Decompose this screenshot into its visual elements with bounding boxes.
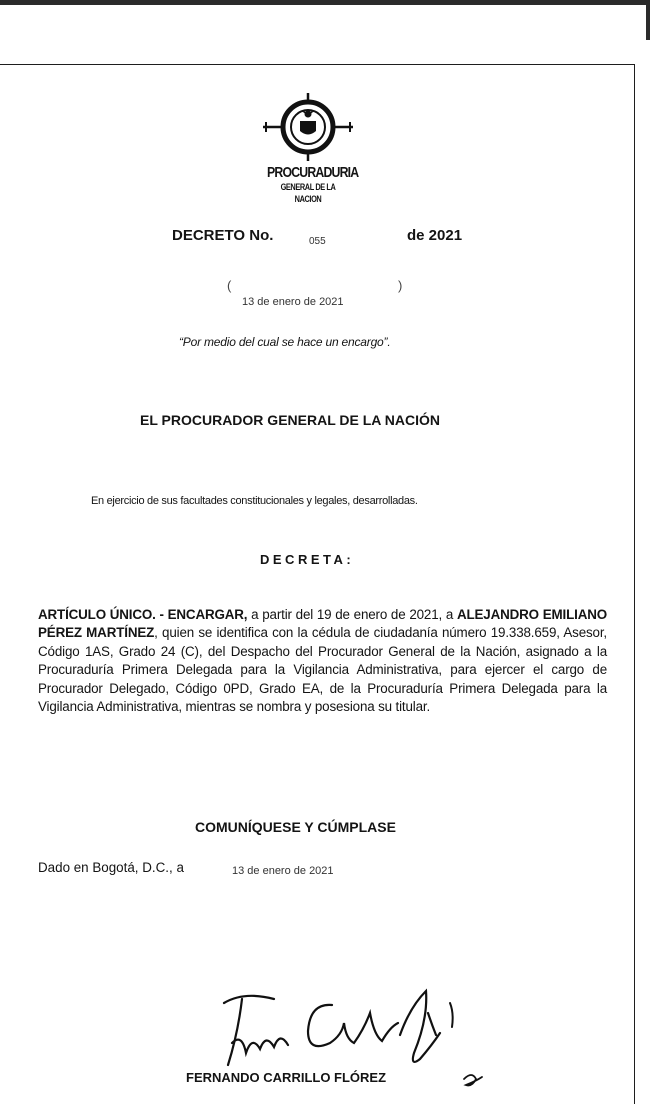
appointee-name: ALEJANDRO EMILIANO PÉREZ MARTÍNEZ (38, 607, 607, 641)
article-text-2: , quien se identifica con la cédula de ciudadanía número 19.338.659, Asesor, Código 1AS, Grado 24 (C), del Despacho del Procurador General de la Nación, asignado a la Procuraduría Primera Delegada para la Vigilancia Administrativa, para ejercer el cargo de Procurador Delegado, Código 0PD, Grado EA, de la Procuraduría Primera Delegada para la Vigilancia Administrativa, mientras se nombra y posesiona su titular. (38, 625, 607, 715)
sole-article (38, 606, 607, 716)
scan-top-edge (0, 0, 650, 5)
article-text-1: a partir del 19 de enero de 2021, a (247, 607, 457, 622)
issuing-authority: EL PROCURADOR GENERAL DE LA NACIÓN (140, 412, 440, 428)
procuraduria-logo (258, 89, 358, 209)
closing-formula: COMUNÍQUESE Y CÚMPLASE (195, 819, 396, 835)
decree-date: 13 de enero de 2021 (242, 296, 344, 308)
signer-name: FERNANDO CARRILLO FLÓREZ (186, 1070, 387, 1085)
decree-year: de 2021 (407, 227, 463, 244)
decree-subject: “Por medio del cual se hace un encargo”. (179, 335, 391, 349)
decree-label: DECRETO No. (172, 227, 274, 244)
given-in-text: Dado en Bogotá, D.C., a (38, 860, 184, 875)
date-close-paren: ) (398, 278, 403, 293)
decree-number: 055 (309, 236, 326, 247)
document-page (0, 64, 635, 1104)
article-heading: ARTÍCULO ÚNICO. - ENCARGAR, (38, 607, 248, 622)
seal-icon (258, 89, 358, 165)
scan-right-edge (646, 0, 650, 40)
logo-line-1: PROCURADURIA (267, 164, 359, 181)
logo-line-2: GENERAL DE LA NACION (280, 182, 336, 204)
signing-date: 13 de enero de 2021 (232, 865, 334, 877)
date-open-paren: ( (227, 278, 232, 293)
faculties-statement: En ejercicio de sus facultades constitucionales y legales, desarrolladas. (91, 495, 418, 507)
decreta-heading: DECRETA: (260, 552, 355, 567)
